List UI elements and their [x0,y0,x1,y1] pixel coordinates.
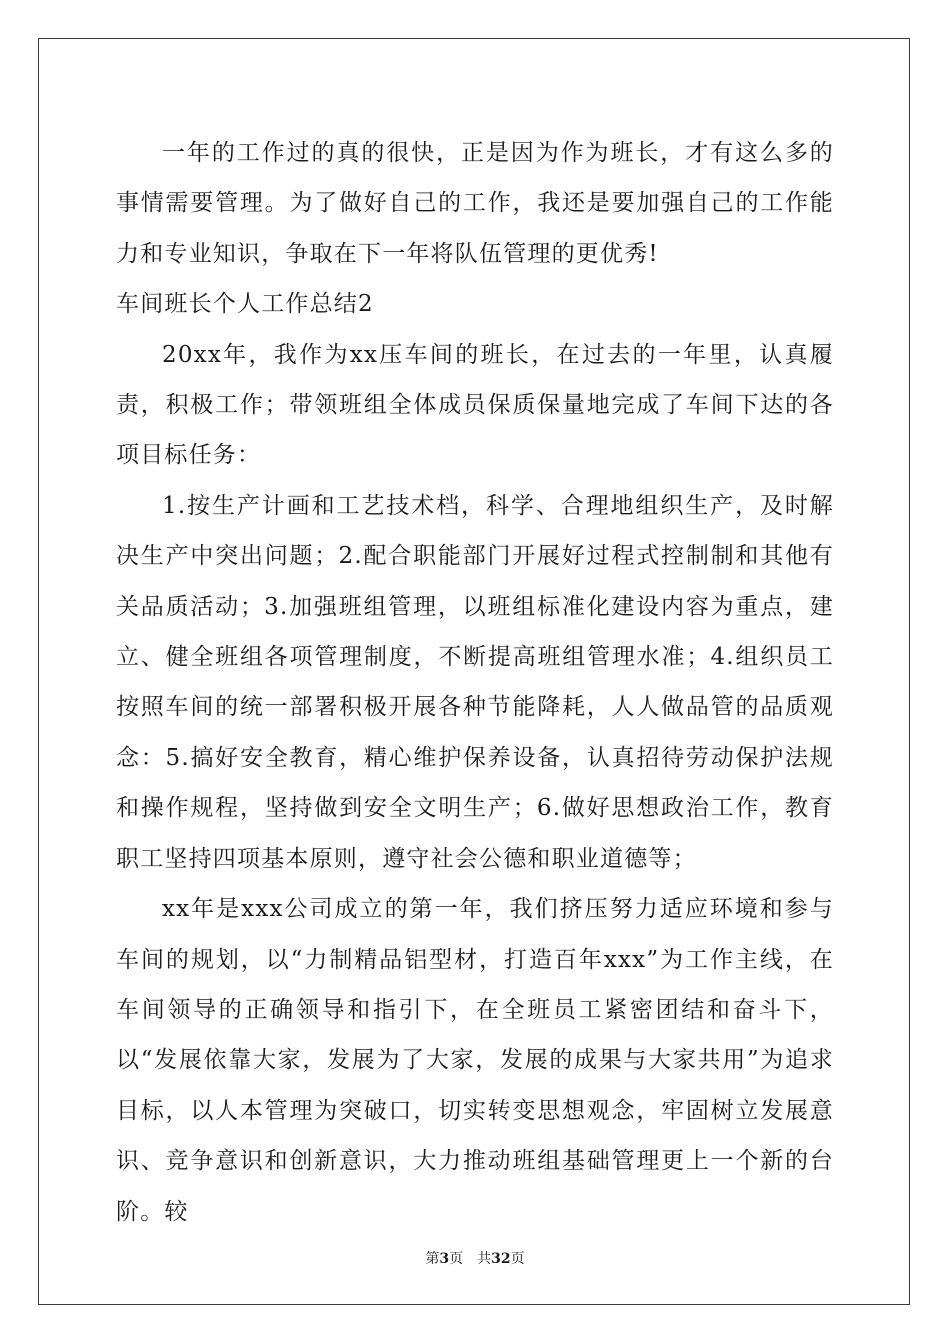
page-current: 3 [439,1251,450,1267]
paragraph-2: 20xx年，我作为xx压车间的班长，在过去的一年里，认真履责，积极工作；带领班组全体成员保质保量地完成了车间下达的各项目标任务： [116,341,834,469]
document-body [116,128,834,1237]
paragraph-4: xx年是xxx公司成立的第一年，我们挤压努力适应环境和参与车间的规划，以“力制精品铝型材，打造百年xxx”为工作主线，在车间领导的正确领导和指引下，在全班员工紧密团结和奋斗下，以“发展依靠大家，发展为了大家，发展的成果与大家共用”为追求目标，以人本管理为突破口，切实转变思想观念，牢固树立发展意识、竞争意识和创新意识，大力推动班组基础管理更上一个新的台阶。较 [116,896,834,1225]
page-total: 32 [491,1251,511,1267]
page-prefix: 第 [425,1251,440,1267]
paragraph-1: 一年的工作过的真的很快，正是因为作为班长，才有这么多的事情需要管理。为了做好自己的工作，我还是要加强自己的工作能力和专业知识，争取在下一年将队伍管理的更优秀! [116,140,834,267]
total-prefix: 共 [477,1251,492,1267]
page-unit: 页 [449,1251,464,1267]
paragraph-3: 1.按生产计画和工艺技术档，科学、合理地组织生产，及时解决生产中突出问题；2.配合职能部门开展好过程式控制制和其他有关品质活动；3.加强班组管理，以班组标准化建设内容为重点，建立、健全班组各项管理制度，不断提高班组管理水准；4.组织员工按照车间的统一部署积极开展各种节能降耗，人人做品管的品质观念：5.搞好安全教育，精心维护保养设备，认真招待劳动保护法规和操作规程，坚持做到安全文明生产；6.做好思想政治工作，教育职工坚持四项基本原则，遵守社会公德和职业道德等； [116,492,834,872]
section-heading: 车间班长个人工作总结2 [116,291,374,318]
page-footer [0,1250,950,1268]
total-unit: 页 [510,1251,525,1267]
